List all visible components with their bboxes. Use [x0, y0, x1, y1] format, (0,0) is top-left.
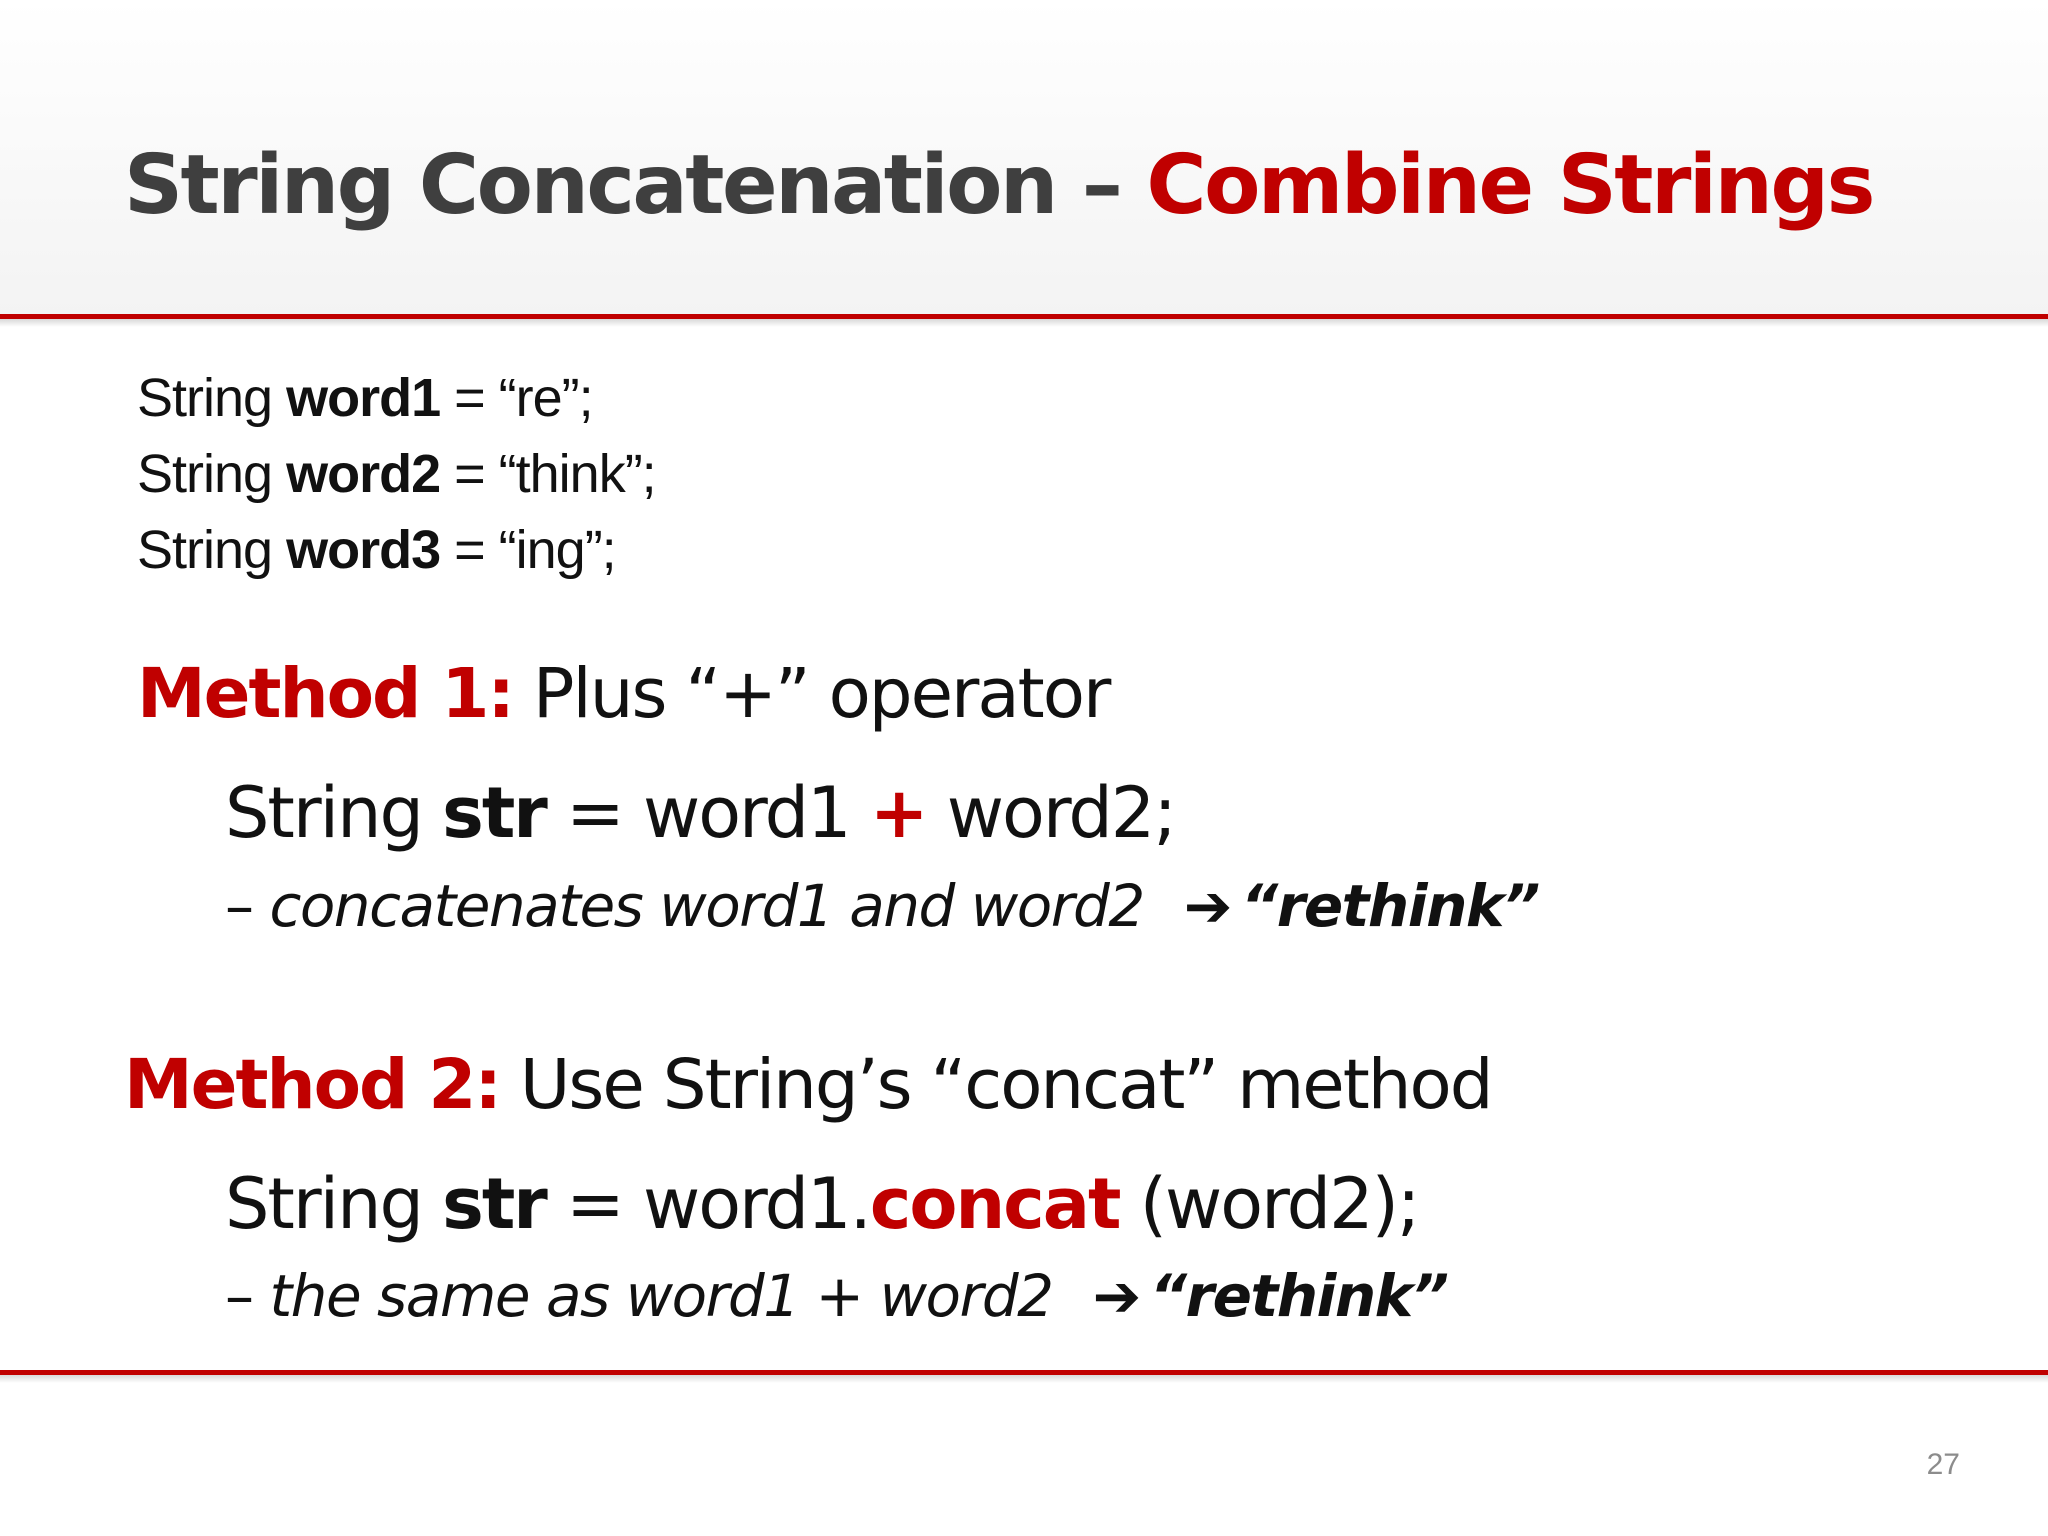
declaration-name: word2: [286, 444, 441, 504]
declaration-name: word3: [286, 520, 441, 580]
arrow-right-icon: ➔: [1092, 1262, 1140, 1330]
note-description: concatenates word1 and word2: [269, 872, 1144, 940]
method1-heading: [137, 654, 1109, 734]
declaration-value: = “ing”;: [440, 520, 616, 580]
arrow-right-icon: ➔: [1183, 872, 1231, 940]
declaration-type: String: [137, 444, 287, 504]
method2-heading-text: Use String’s “concat” method: [500, 1045, 1492, 1125]
declaration-value: = “think”;: [440, 444, 656, 504]
code-assignment: = word1.: [545, 1163, 870, 1245]
code-type: String: [225, 1163, 443, 1245]
note-dash: –: [225, 1262, 270, 1330]
code-variable: str: [442, 772, 546, 854]
method2-heading: [124, 1045, 1492, 1125]
declaration-value: = “re”;: [440, 368, 593, 428]
concat-method: concat: [869, 1163, 1120, 1245]
note-result: “rethink”: [1149, 1262, 1448, 1330]
method1-code: [225, 772, 1175, 854]
title-accent: Combine Strings: [1146, 138, 1873, 233]
code-assignment: = word1: [545, 772, 870, 854]
declarations-block: [137, 360, 656, 588]
top-divider-shadow: [0, 319, 2048, 327]
declaration-name: word1: [286, 368, 441, 428]
method2-note: [225, 1262, 1448, 1330]
code-rest: (word2);: [1119, 1163, 1419, 1245]
page-number: 27: [1926, 1448, 1960, 1481]
code-variable: str: [442, 1163, 546, 1245]
title-main: String Concatenation –: [124, 138, 1147, 233]
note-description: the same as word1 + word2: [269, 1262, 1053, 1330]
method1-heading-text: Plus “+” operator: [513, 654, 1110, 734]
code-rest: word2;: [926, 772, 1175, 854]
declaration-line: [137, 360, 656, 436]
note-result: “rethink”: [1240, 872, 1539, 940]
declaration-line: [137, 512, 656, 588]
declaration-line: [137, 436, 656, 512]
method2-code: [225, 1163, 1419, 1245]
title-area: [0, 0, 2048, 316]
slide-title: [124, 138, 1873, 233]
plus-operator: +: [869, 772, 927, 854]
note-dash: –: [225, 872, 270, 940]
method1-label: Method 1:: [137, 654, 513, 734]
method2-label: Method 2:: [124, 1045, 500, 1125]
bottom-divider-shadow: [0, 1375, 2048, 1383]
code-type: String: [225, 772, 443, 854]
declaration-type: String: [137, 368, 287, 428]
declaration-type: String: [137, 520, 287, 580]
method1-note: [225, 872, 1539, 940]
